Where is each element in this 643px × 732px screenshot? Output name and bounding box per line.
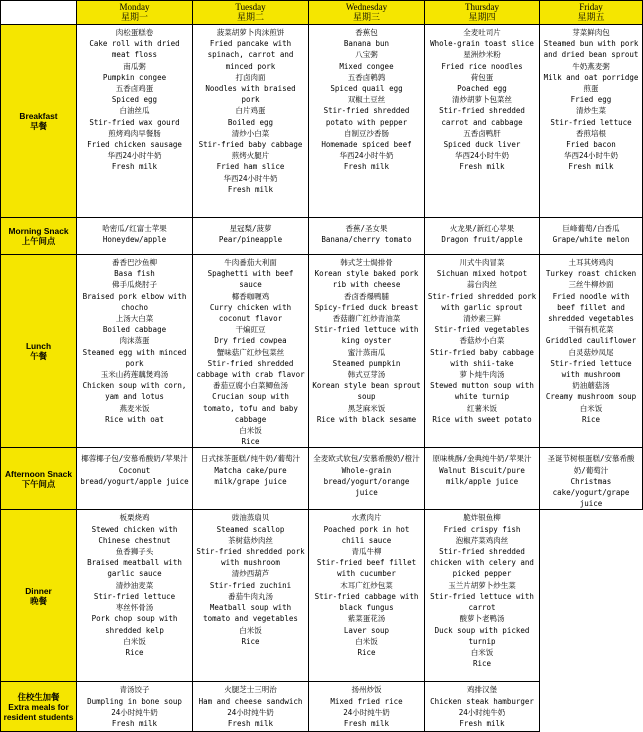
menu-item-line: Steamed pumpkin bbox=[332, 358, 401, 368]
menu-item-line: Dragon fruit/apple bbox=[441, 235, 523, 245]
menu-item-line: 燕麦米饭 bbox=[119, 403, 150, 413]
menu-item-line: Sichuan mixed hotpot bbox=[436, 269, 528, 279]
menu-item-line: 星冠梨/菠萝 bbox=[229, 224, 272, 233]
menu-item-line: Fresh milk bbox=[343, 162, 390, 172]
menu-item-line: Stir-fried lettuce bbox=[93, 591, 176, 601]
menu-item-line: 干锅有机花菜 bbox=[568, 325, 614, 335]
menu-item-line: 双椒土豆丝 bbox=[347, 95, 386, 105]
menu-item-line: 煎烤火腿片 bbox=[231, 151, 270, 161]
menu-item-line: Poached egg bbox=[457, 84, 507, 94]
header-corner bbox=[1, 1, 77, 25]
menu-item-line: 萝卜炖牛肉汤 bbox=[459, 370, 505, 380]
menu-item-line: Spicy-fried duck breast bbox=[314, 302, 419, 312]
menu-cell-morning-snack-wednesday bbox=[309, 218, 425, 255]
menu-item-line: Rice bbox=[125, 647, 144, 657]
menu-item-line: Curry chicken with coconut flavor bbox=[209, 302, 292, 324]
menu-item-line: 香蕉包 bbox=[355, 28, 378, 37]
menu-item-line: Stir-fried lettuce with king oyster bbox=[314, 325, 419, 346]
menu-item-line: 木耳广红炒包菜 bbox=[340, 580, 393, 590]
menu-item-line: 蟹味菇广红炒包菜丝 bbox=[216, 347, 285, 357]
menu-item-line: 火龙果/新红心苹果 bbox=[449, 224, 515, 233]
menu-item-line: 茶树菇炒肉丝 bbox=[228, 535, 273, 545]
meal-label-morning-snack: Morning Snack 上午间点 bbox=[1, 218, 77, 255]
menu-item-line: 玉米山药莲藕煲鸡汤 bbox=[100, 370, 169, 380]
menu-item-line: Stir-fried shredded pork with mushroom bbox=[196, 547, 305, 568]
menu-item-line: 青瓜牛柳 bbox=[351, 547, 382, 557]
menu-item-line: 豉油蒸扇贝 bbox=[231, 513, 270, 523]
menu-item-line: 干煸豇豆 bbox=[235, 325, 266, 335]
menu-item-line: Fried rice noodles bbox=[441, 61, 523, 71]
menu-item-line: 24小时纯牛奶 bbox=[343, 707, 390, 717]
menu-cell-breakfast-friday bbox=[540, 25, 643, 218]
dinner-row bbox=[1, 510, 643, 682]
menu-item-line: 煎烤鸡肉早餐肠 bbox=[108, 128, 161, 138]
menu-item-line: 红薯米饭 bbox=[467, 403, 497, 413]
menu-item-line: 椰蓉椰子包/安慕希酸奶/苹果汁 bbox=[81, 454, 188, 464]
menu-item-line: Stir-fried baby cabbage with shii-take bbox=[430, 347, 534, 368]
menu-item-line: Fresh milk bbox=[111, 719, 158, 729]
menu-item-line: 蒜台肉丝 bbox=[467, 280, 497, 290]
menu-item-line: Stewed mutton soup with white turnip bbox=[430, 381, 534, 402]
menu-item-line: 华西24小时牛奶 bbox=[563, 151, 619, 161]
menu-item-line: Milk and oat porridge bbox=[543, 72, 639, 82]
menu-item-line: 酸萝卜老鸭汤 bbox=[459, 614, 505, 624]
menu-item-line: 玉兰片胡萝卜炒生菜 bbox=[448, 580, 516, 590]
menu-item-line: Pumpkin congee bbox=[102, 72, 167, 82]
menu-item-line: Rice with sweet potato bbox=[432, 414, 532, 424]
menu-item-line: Spiced duck liver bbox=[443, 140, 521, 150]
breakfast-row bbox=[1, 25, 643, 218]
menu-item-line: Braised meatball with garlic sauce bbox=[87, 558, 182, 579]
menu-item-line: Ham and cheese sandwich bbox=[198, 696, 303, 706]
menu-item-line: 番茄牛肉丸汤 bbox=[228, 591, 273, 601]
menu-cell-extra-meals-tuesday bbox=[193, 682, 309, 732]
menu-item-line: 24小时纯牛奶 bbox=[227, 707, 274, 717]
menu-item-line: Rice with black sesame bbox=[316, 414, 417, 424]
menu-item-line: Boiled egg bbox=[227, 117, 274, 127]
menu-item-line: 奶油蘑菇汤 bbox=[572, 381, 610, 391]
menu-item-line: 华西24小时牛奶 bbox=[107, 151, 162, 161]
menu-item-line: 牛肉番茄大利面 bbox=[224, 258, 277, 267]
menu-item-line: 香菇蘑广红炒青油菜 bbox=[332, 314, 401, 324]
menu-item-line: Fresh milk bbox=[227, 719, 274, 729]
menu-item-line: Pork chop soup with shredded kelp bbox=[91, 614, 178, 635]
menu-item-line: 番香巴沙鱼柳 bbox=[112, 258, 157, 267]
menu-item-line: 鸡排汉堡 bbox=[467, 685, 497, 695]
menu-item-line: Dumpling in bone soup bbox=[87, 696, 182, 706]
menu-item-line: Fried pancake with spinach, carrot and minced pork bbox=[207, 39, 294, 71]
menu-item-line: Stir-fried lettuce with mushroom bbox=[550, 358, 632, 380]
menu-item-line: 菠菜胡萝卜肉沫煎饼 bbox=[216, 28, 285, 37]
menu-item-line: Honeydew/apple bbox=[102, 235, 167, 245]
menu-item-line: Fried crispy fish bbox=[443, 524, 521, 534]
menu-item-line: Rice bbox=[241, 636, 260, 646]
day-header-thursday: Thursday 星期四 bbox=[425, 1, 540, 25]
menu-item-line: 韩式豆芽汤 bbox=[347, 370, 386, 380]
menu-item-line: Mixed congee bbox=[339, 61, 394, 71]
menu-item-line: 白米饭 bbox=[239, 426, 262, 436]
menu-item-line: Stir-fried cabbage with black fungus bbox=[314, 591, 419, 613]
menu-item-line: 24小时纯牛奶 bbox=[458, 707, 506, 717]
menu-item-line: Stir-fried shredded potato with pepper bbox=[323, 106, 410, 127]
day-header-tuesday: Tuesday 星期二 bbox=[193, 1, 309, 25]
menu-cell-lunch-tuesday bbox=[193, 255, 309, 448]
menu-item-line: 巨峰葡萄/白香瓜 bbox=[562, 224, 620, 233]
menu-item-line: Stir-fried zuchini bbox=[209, 580, 292, 590]
meal-label-afternoon-snack: Afternoon Snack 下午间点 bbox=[1, 448, 77, 510]
menu-item-line: 全麦吐司片 bbox=[463, 28, 501, 37]
menu-item-line: 白米饭 bbox=[123, 636, 146, 646]
menu-cell-afternoon-snack-friday bbox=[540, 448, 643, 510]
menu-item-line: 脆炸银鱼柳 bbox=[463, 513, 501, 523]
menu-item-line: 白米饭 bbox=[239, 625, 262, 635]
meal-label-extra-meals: 住校生加餐 Extra meals for resident students bbox=[1, 682, 77, 732]
menu-item-line: 土耳其烤鸡肉 bbox=[568, 258, 614, 267]
menu-item-line: Fresh milk bbox=[111, 162, 158, 172]
menu-item-line: 火腿芝士三明治 bbox=[224, 685, 277, 695]
menu-item-line: 白米饭 bbox=[470, 647, 494, 657]
menu-item-line: Dry fried cowpea bbox=[214, 336, 287, 346]
menu-item-line: 川式牛肉冒菜 bbox=[459, 258, 505, 267]
menu-item-line: Stir-fried vegetables bbox=[434, 325, 530, 335]
menu-item-line: Rice with oat bbox=[105, 414, 164, 424]
menu-item-line: 扬州炒饭 bbox=[351, 685, 382, 695]
menu-cell-morning-snack-thursday bbox=[425, 218, 540, 255]
menu-item-line: 肉沫蒸蛋 bbox=[119, 336, 150, 346]
menu-item-line: Rice bbox=[241, 437, 260, 447]
menu-item-line: Chicken steak hamburger bbox=[430, 696, 534, 706]
menu-item-line: Duck soup with picked turnip bbox=[434, 625, 530, 646]
menu-item-line: 清炒胡萝卜包菜丝 bbox=[452, 95, 512, 105]
menu-item-line: 五香卤鹌鹑 bbox=[347, 72, 386, 82]
menu-item-line: Meatball soup with tomato and vegetables bbox=[203, 603, 298, 624]
menu-item-line: Fresh milk bbox=[227, 184, 274, 194]
menu-item-line: 紫菜蛋花汤 bbox=[347, 614, 386, 624]
menu-item-line: 芽菜鲜肉包 bbox=[572, 28, 610, 37]
menu-item-line: Banana bun bbox=[343, 39, 390, 49]
menu-cell-morning-snack-friday bbox=[540, 218, 643, 255]
day-header-monday: Monday 星期一 bbox=[77, 1, 193, 25]
menu-item-line: 上汤大白菜 bbox=[115, 314, 154, 324]
menu-item-line: Korean style bean sprout soup bbox=[312, 381, 421, 402]
menu-item-line: 24小时纯牛奶 bbox=[111, 707, 158, 717]
menu-cell-breakfast-wednesday bbox=[309, 25, 425, 218]
menu-item-line: Crucian soup with tomato, tofu and baby cabbage bbox=[203, 392, 298, 424]
menu-cell-afternoon-snack-monday bbox=[77, 448, 193, 510]
menu-item-line: Chicken soup with corn, yam and lotus bbox=[82, 381, 187, 402]
menu-item-line: 白米饭 bbox=[355, 636, 378, 646]
menu-item-line: 佛手瓜烧肘子 bbox=[112, 280, 157, 290]
menu-item-line: 华西24小时牛奶 bbox=[223, 173, 278, 183]
menu-item-line: Walnut Biscuit/pure milk/apple juice bbox=[439, 465, 525, 486]
menu-item-line: Pear/pineapple bbox=[218, 235, 283, 245]
menu-item-line: 星洲炒米粉 bbox=[463, 50, 501, 60]
menu-cell-lunch-monday bbox=[77, 255, 193, 448]
menu-item-line: 打卤肉面 bbox=[235, 72, 266, 82]
menu-item-line: Christmas cake/yogurt/grape juice bbox=[552, 476, 630, 509]
morning-snack-row bbox=[1, 218, 643, 255]
menu-item-line: Rice bbox=[357, 647, 376, 657]
menu-item-line: 香煎培根 bbox=[576, 128, 606, 138]
menu-cell-breakfast-thursday bbox=[425, 25, 540, 218]
menu-item-line: 香菇炒小白菜 bbox=[459, 336, 505, 346]
menu-item-line: Creamy mushroom soup bbox=[545, 392, 637, 402]
menu-item-line: Stir-fried shredded carrot and cabbage bbox=[439, 106, 525, 127]
menu-item-line: Stir-fried baby cabbage bbox=[198, 140, 303, 150]
menu-item-line: 自制豆沙香肠 bbox=[344, 128, 389, 138]
menu-item-line: Rice bbox=[472, 659, 492, 669]
menu-cell-morning-snack-tuesday bbox=[193, 218, 309, 255]
menu-cell-dinner-monday bbox=[77, 510, 193, 682]
menu-item-line: 煎蛋 bbox=[583, 84, 599, 94]
afternoon-snack-row bbox=[1, 448, 643, 510]
menu-item-line: Fried bacon bbox=[566, 140, 616, 150]
menu-item-line: 清炒小白菜 bbox=[231, 128, 270, 138]
meal-label-lunch: Lunch 午餐 bbox=[1, 255, 77, 448]
menu-item-line: Fresh milk bbox=[459, 719, 505, 729]
menu-item-line: 椰香咖喱鸡 bbox=[231, 291, 270, 301]
menu-item-line: 鱼香狮子头 bbox=[115, 547, 154, 557]
menu-cell-dinner-wednesday bbox=[309, 510, 425, 682]
menu-item-line: 白油丝瓜 bbox=[119, 106, 150, 116]
menu-item-line: Cake roll with dried meat floss bbox=[89, 39, 180, 60]
menu-item-line: Griddled cauliflower bbox=[545, 336, 637, 346]
menu-item-line: Boiled cabbage bbox=[102, 325, 167, 335]
menu-item-line: 清炒西葫芦 bbox=[231, 569, 270, 579]
menu-item-line: 枣丝怀骨汤 bbox=[115, 603, 154, 613]
meal-label-dinner: Dinner 晚餐 bbox=[1, 510, 77, 682]
menu-cell-afternoon-snack-tuesday bbox=[193, 448, 309, 510]
menu-item-line: 八宝粥 bbox=[355, 50, 378, 60]
menu-item-line: Spiced egg bbox=[111, 95, 158, 105]
menu-item-line: Banana/cherry tomato bbox=[321, 235, 412, 245]
menu-item-line: 荷包蛋 bbox=[470, 72, 494, 82]
menu-cell-lunch-friday bbox=[540, 255, 643, 448]
lunch-row bbox=[1, 255, 643, 448]
menu-item-line: Steamed egg with minced pork bbox=[82, 347, 187, 368]
menu-item-line: 蜜汁蒸南瓜 bbox=[347, 347, 386, 357]
menu-item-line: Stir-fried lettuce with carrot bbox=[430, 591, 534, 613]
menu-item-line: 全麦欧式软包/安慕希酸奶/橙汁 bbox=[313, 454, 420, 464]
menu-item-line: 香蕉/圣女果 bbox=[345, 224, 388, 233]
menu-item-line: Stir-fried shredded cabbage with crab flavor bbox=[196, 358, 305, 380]
menu-item-line: Basa fish bbox=[114, 269, 155, 279]
meal-label-breakfast: Breakfast 早餐 bbox=[1, 25, 77, 218]
menu-item-line: 泡椒芹菜鸡肉丝 bbox=[455, 535, 509, 545]
menu-cell-morning-snack-monday bbox=[77, 218, 193, 255]
menu-item-line: Matcha cake/pure milk/grape juice bbox=[214, 465, 287, 486]
menu-item-line: 五香卤鸭肝 bbox=[463, 128, 501, 138]
menu-item-line: Braised pork elbow with chocho bbox=[82, 291, 187, 312]
menu-cell-lunch-thursday bbox=[425, 255, 540, 448]
menu-item-line: 原味桃酥/金典纯牛奶/苹果汁 bbox=[432, 454, 532, 464]
menu-cell-extra-meals-wednesday bbox=[309, 682, 425, 732]
day-header-row bbox=[1, 1, 643, 25]
menu-item-line: Whole-grain bread/yogurt/orange juice bbox=[323, 465, 410, 498]
menu-item-line: Fried noodle with beef fillet and shredded vegetables bbox=[548, 291, 634, 324]
menu-item-line: Stir-fried shredded pork with garlic sprout bbox=[427, 291, 537, 312]
menu-item-line: Steamed bun with pork and dried bean sprout bbox=[543, 39, 639, 60]
menu-item-line: 南瓜粥 bbox=[123, 61, 146, 71]
day-header-wednesday: Wednesday 星期三 bbox=[309, 1, 425, 25]
menu-item-line: 水煮肉片 bbox=[351, 513, 382, 523]
menu-cell-dinner-tuesday bbox=[193, 510, 309, 682]
menu-item-line: 清炒油麦菜 bbox=[115, 580, 154, 590]
menu-item-line: Coconut bread/yogurt/apple juice bbox=[80, 465, 189, 486]
menu-item-line: Korean style baked pork rib with cheese bbox=[314, 269, 419, 290]
menu-item-line: 华西24小时牛奶 bbox=[454, 151, 510, 161]
menu-item-line: Spaghetti with beef sauce bbox=[207, 269, 294, 290]
menu-item-line: Stir-fried shredded chicken with celery and picked pepper bbox=[430, 547, 534, 579]
day-header-friday: Friday 星期五 bbox=[540, 1, 643, 25]
menu-cell-afternoon-snack-wednesday bbox=[309, 448, 425, 510]
menu-item-line: Stir-fried wax gourd bbox=[89, 117, 180, 127]
menu-item-line: Poached pork in hot chili sauce bbox=[323, 524, 410, 545]
menu-item-line: Fresh milk bbox=[459, 162, 505, 172]
menu-item-line: Fresh milk bbox=[568, 162, 614, 172]
menu-item-line: 黑芝麻米饭 bbox=[347, 403, 386, 413]
menu-item-line: 白片鸡蛋 bbox=[235, 106, 266, 116]
menu-item-line: Stir-fried lettuce bbox=[550, 117, 632, 127]
menu-item-line: 韩式芝士焗排骨 bbox=[340, 258, 393, 267]
menu-item-line: 牛奶燕麦粥 bbox=[572, 61, 610, 71]
menu-item-line: Spiced quail egg bbox=[330, 84, 403, 94]
menu-item-line: Noodles with braised pork bbox=[205, 84, 296, 105]
menu-item-line: 五香卤鸡蛋 bbox=[115, 84, 154, 94]
menu-item-line: 白米饭 bbox=[579, 403, 603, 413]
menu-item-line: Laver soup bbox=[343, 625, 390, 635]
menu-item-line: Fried ham slice bbox=[216, 162, 285, 172]
menu-item-line: Stewed chicken with Chinese chestnut bbox=[91, 524, 178, 545]
menu-item-line: 三丝牛柳炒面 bbox=[568, 280, 614, 290]
menu-item-line: Fried egg bbox=[570, 95, 612, 105]
menu-item-line: 清炒生菜 bbox=[576, 106, 606, 116]
menu-cell-extra-meals-thursday bbox=[425, 682, 540, 732]
extra-meals-row bbox=[1, 682, 643, 732]
menu-cell-afternoon-snack-thursday bbox=[425, 448, 540, 510]
menu-item-line: Mixed fried rice bbox=[330, 696, 403, 706]
menu-item-line: Rice bbox=[581, 414, 601, 424]
menu-item-line: 清炒素三鲜 bbox=[463, 314, 501, 324]
menu-item-line: 哈密瓜/红富士苹果 bbox=[102, 224, 167, 233]
menu-item-line: Steamed scallop bbox=[216, 524, 285, 534]
menu-item-line: 青汤饺子 bbox=[119, 685, 150, 695]
menu-cell-breakfast-monday bbox=[77, 25, 193, 218]
menu-item-line: 日式抹茶蛋糕/纯牛奶/葡萄汁 bbox=[200, 454, 301, 464]
menu-item-line: Homemade spiced beef bbox=[321, 140, 412, 150]
menu-item-line: 肉松蛋糕卷 bbox=[115, 28, 154, 37]
menu-item-line: Whole-grain toast slice bbox=[430, 39, 534, 49]
menu-item-line: 白灵菇炒凤尾 bbox=[568, 347, 614, 357]
menu-item-line: 圣诞节树根蛋糕/安慕希酸奶/葡萄汁 bbox=[547, 454, 635, 475]
menu-cell-breakfast-tuesday bbox=[193, 25, 309, 218]
menu-item-line: Fried chicken sausage bbox=[87, 140, 182, 150]
menu-item-line: 板栗烧鸡 bbox=[119, 513, 150, 523]
menu-item-line: Fresh milk bbox=[343, 719, 390, 729]
menu-item-line: 香卤香爆鸭脯 bbox=[344, 291, 389, 301]
menu-item-line: Turkey roast chicken bbox=[545, 269, 637, 279]
menu-item-line: Stir-fried beef fillet with cucumber bbox=[316, 558, 417, 579]
menu-item-line: 华西24小时牛奶 bbox=[339, 151, 394, 161]
menu-cell-lunch-wednesday bbox=[309, 255, 425, 448]
menu-cell-extra-meals-monday bbox=[77, 682, 193, 732]
menu-cell-dinner-thursday bbox=[425, 510, 540, 682]
menu-item-line: Grape/white melon bbox=[552, 235, 630, 245]
menu-item-line: 番茄豆腐小白菜鲫鱼汤 bbox=[213, 381, 288, 391]
